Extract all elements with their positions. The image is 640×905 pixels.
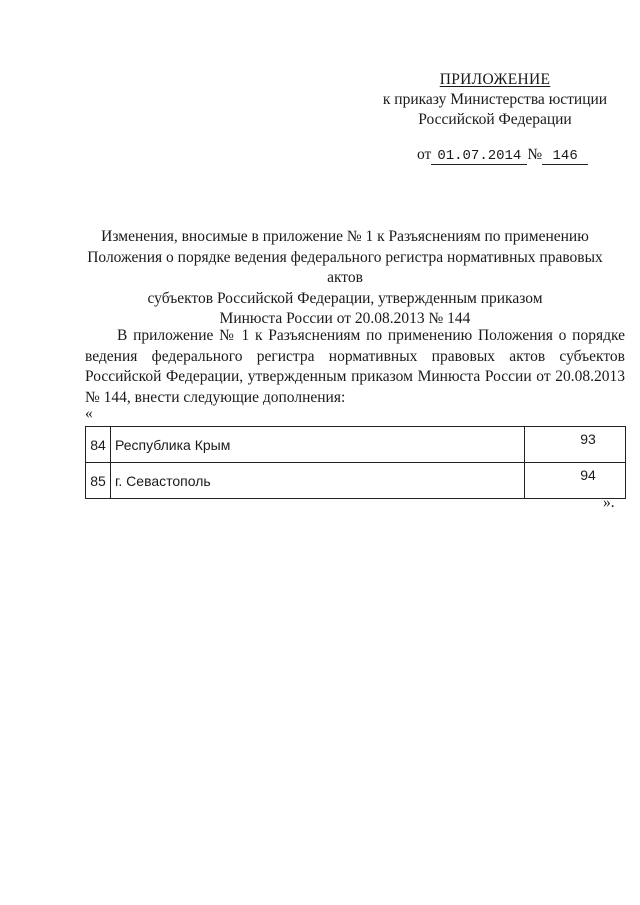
row-number: 84: [86, 427, 111, 463]
appendix-title: ПРИЛОЖЕНИЕ: [439, 71, 551, 88]
appendix-header: [360, 70, 630, 130]
table-row: [86, 463, 626, 499]
order-number-label: №: [527, 146, 543, 163]
heading-line-4: Минюста России от 20.08.2013 № 144: [219, 310, 471, 327]
table-row: [86, 427, 626, 463]
body-paragraph-text: В приложение № 1 к Разъяснениям по применению Положения о порядке ведения федерального регистра нормативных правовых актов субъектов Российской Федерации, утвержденным приказом Минюста России от 20.08.2013 № 144, внести следующие дополнения:: [85, 327, 625, 406]
region-name: г. Севастополь: [111, 463, 525, 499]
appendix-line-1: к приказу Министерства юстиции: [382, 91, 608, 108]
regions-table: [85, 426, 626, 499]
heading-line-1: Изменения, вносимые в приложение № 1 к Разъяснениям по применению: [101, 228, 589, 245]
order-from-label: от: [417, 146, 432, 163]
appendix-line-2: Российской Федерации: [418, 111, 572, 128]
document-heading: [70, 227, 620, 330]
heading-line-2: Положения о порядке ведения федерального регистра нормативных правовых актов: [87, 248, 603, 286]
opening-quote: «: [85, 405, 93, 422]
row-number: 85: [86, 463, 111, 499]
order-date: 01.07.2014: [431, 148, 527, 165]
heading-line-3: субъектов Российской Федерации, утвержденным приказом: [147, 289, 543, 307]
region-code: 94: [525, 463, 626, 499]
region-name: Республика Крым: [111, 427, 525, 463]
body-paragraph: [85, 326, 625, 408]
order-reference: [417, 146, 588, 165]
closing-quote: ».: [603, 494, 615, 511]
order-number: 146: [542, 148, 588, 165]
region-code: 93: [525, 427, 626, 463]
